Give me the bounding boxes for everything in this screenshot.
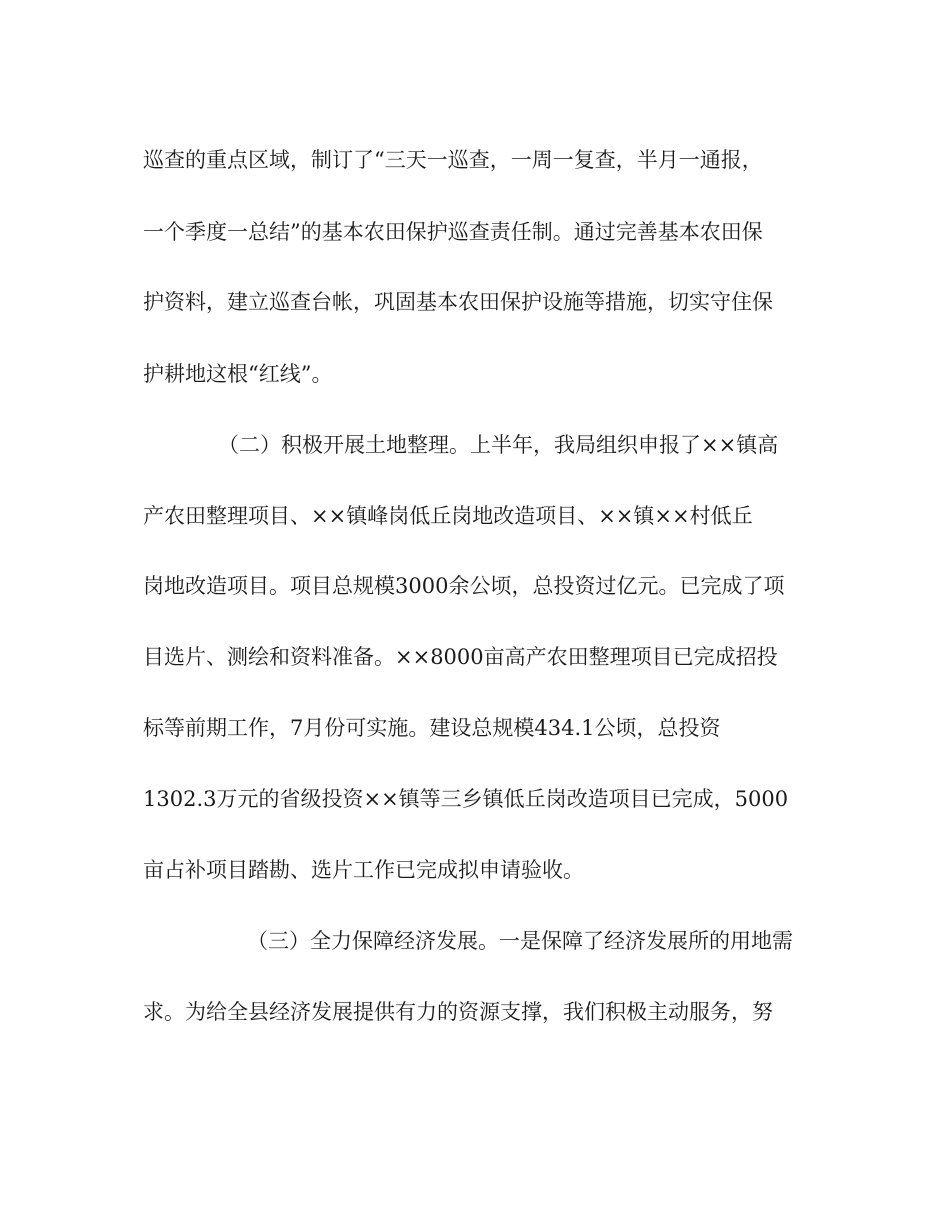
paragraph-line: 护资料，建立巡查台帐，巩固基本农田保护设施等措施，切实守住保 bbox=[143, 290, 773, 314]
paragraph-line: 巡查的重点区域，制订了“三天一巡查，一周一复查，半月一通报， bbox=[143, 148, 763, 172]
paragraph-line: 求。为给全县经济发展提供有力的资源支撑，我们积极主动服务，努 bbox=[143, 1000, 773, 1024]
paragraph-line: 一个季度一总结”的基本农田保护巡查责任制。通过完善基本农田保 bbox=[143, 220, 763, 244]
paragraph-line: 护耕地这根“红线”。 bbox=[143, 362, 333, 386]
paragraph-line: 产农田整理项目、××镇峰岗低丘岗地改造项目、××镇××村低丘 bbox=[143, 504, 753, 528]
paragraph-line: 标等前期工作，7月份可实施。建设总规模434.1公顷，总投资 bbox=[143, 716, 721, 740]
paragraph-line: 岗地改造项目。项目总规模3000余公顷，总投资过亿元。已完成了项 bbox=[143, 574, 785, 598]
paragraph-line: 目选片、测绘和资料准备。××8000亩高产农田整理项目已完成招投 bbox=[143, 645, 778, 669]
paragraph-line: 亩占补项目踏勘、选片工作已完成拟申请验收。 bbox=[143, 858, 584, 882]
paragraph-line: 1302.3万元的省级投资××镇等三乡镇低丘岗改造项目已完成，5000 bbox=[143, 787, 789, 811]
section-heading-line: （二）积极开展土地整理。上半年，我局组织申报了××镇高 bbox=[218, 433, 779, 457]
section-heading-line: （三）全力保障经济发展。一是保障了经济发展所的用地需 bbox=[247, 929, 793, 953]
